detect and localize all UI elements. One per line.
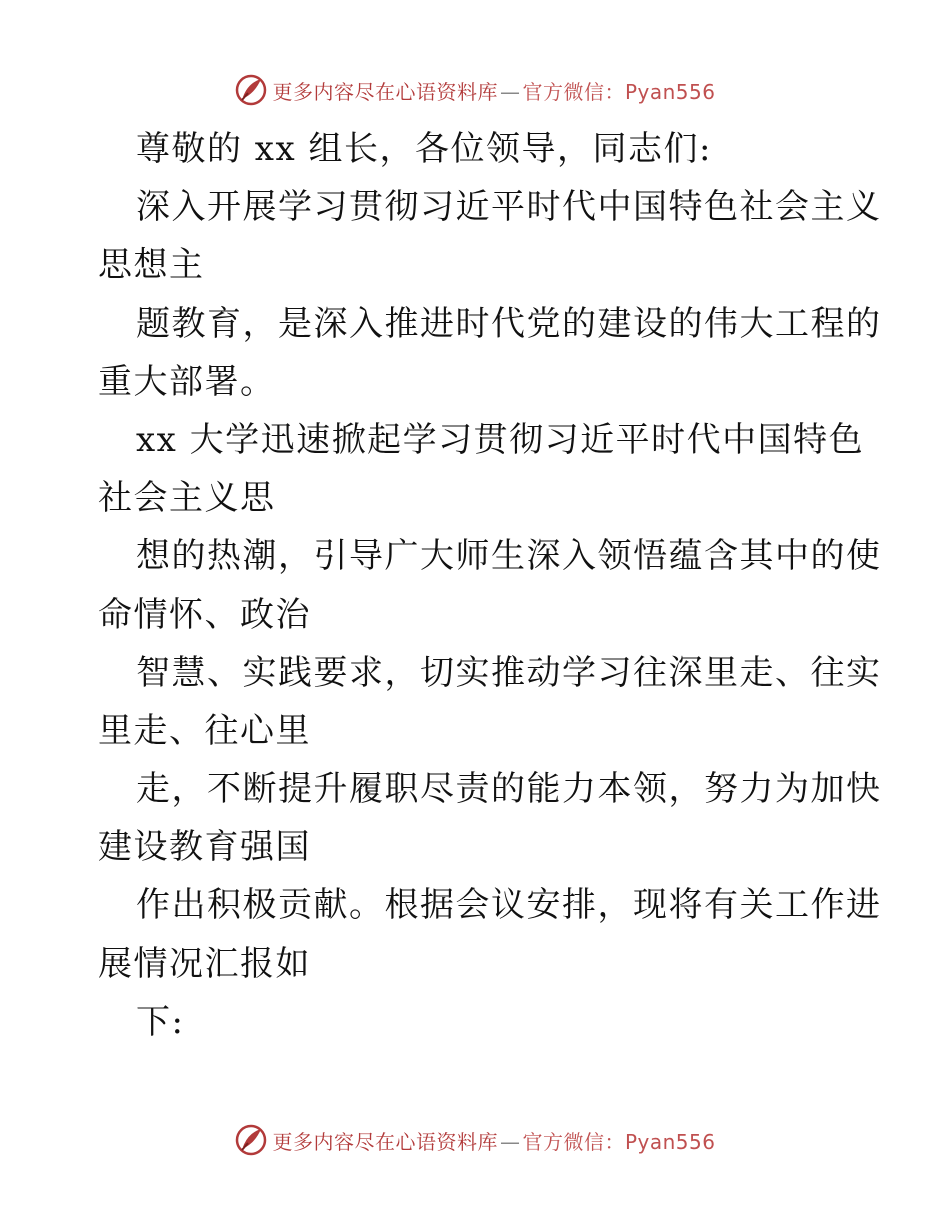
banner-wechat: 官方微信：Pyan556 xyxy=(522,79,716,104)
text-line: 走，不断提升履职尽责的能力本领，努力为加快 xyxy=(136,769,882,810)
text-line: 建设教育强国 xyxy=(98,827,311,868)
text-line: 展情况汇报如 xyxy=(98,943,311,984)
banner-title: 更多内容尽在心语资料库 xyxy=(272,1129,498,1154)
text-line: 里走、往心里 xyxy=(98,710,311,751)
quill-pen-logo-icon xyxy=(234,73,268,107)
banner-separator: — xyxy=(499,79,521,104)
text-line: 命情怀、政治 xyxy=(98,594,311,635)
text-line: 智慧、实践要求，切实推动学习往深里走、往实 xyxy=(136,652,882,693)
banner-text-line xyxy=(272,76,715,105)
text-line: 想的热潮，引导广大师生深入领悟蕴含其中的使 xyxy=(136,536,882,577)
banner-title: 更多内容尽在心语资料库 xyxy=(272,79,498,104)
text-line: 深入开展学习贯彻习近平时代中国特色社会主义 xyxy=(136,187,882,228)
text-line: 重大部署。 xyxy=(98,361,276,402)
document-body xyxy=(98,120,882,1051)
quill-pen-logo-icon xyxy=(234,1123,268,1157)
text-line: 思想主 xyxy=(98,245,205,286)
text-line: 尊敬的 xx 组长，各位领导，同志们: xyxy=(136,129,712,169)
footer-banner xyxy=(0,1118,950,1162)
text-line: 下: xyxy=(136,1001,185,1042)
text-line: xx 大学迅速掀起学习贯彻习近平时代中国特色 xyxy=(136,419,865,460)
header-banner xyxy=(0,68,950,112)
text-line: 题教育，是深入推进时代党的建设的伟大工程的 xyxy=(136,303,882,344)
text-line: 作出积极贡献。根据会议安排，现将有关工作进 xyxy=(136,885,882,926)
text-line: 社会主义思 xyxy=(98,478,276,519)
banner-wechat: 官方微信：Pyan556 xyxy=(522,1129,716,1154)
banner-text-line xyxy=(272,1126,715,1155)
banner-separator: — xyxy=(499,1129,521,1154)
